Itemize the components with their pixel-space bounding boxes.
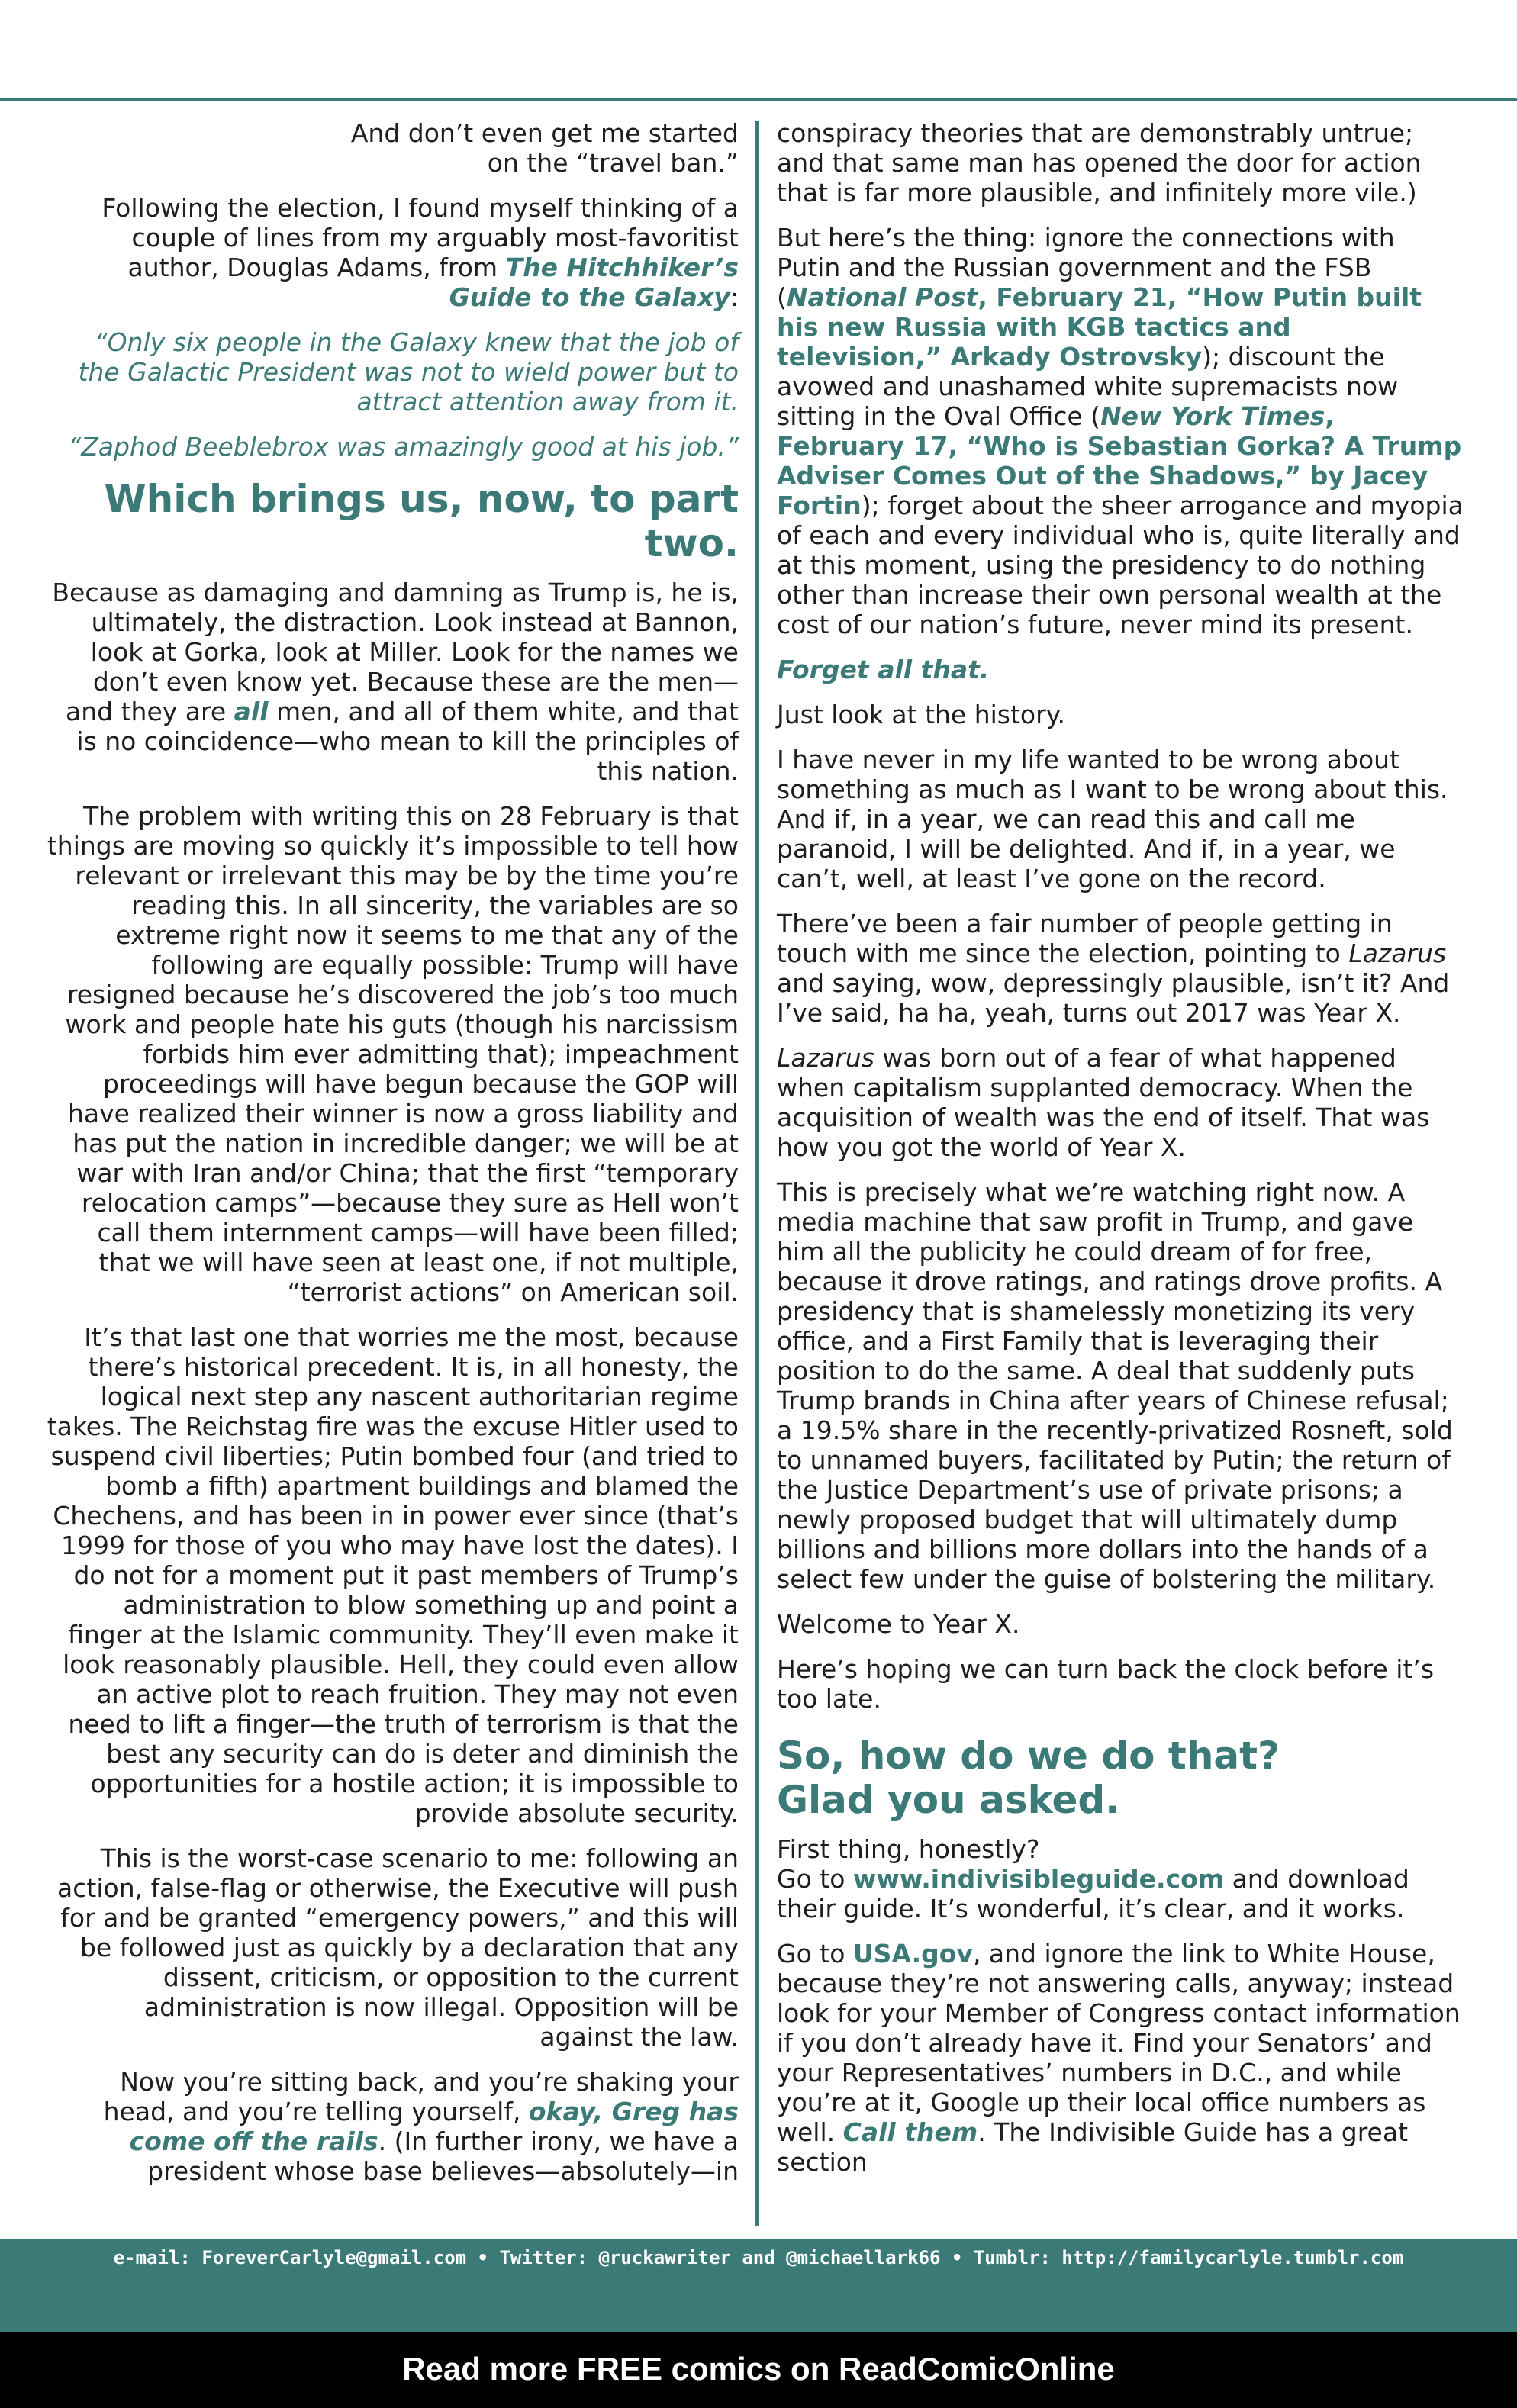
citation-national-post: National Post	[786, 282, 978, 312]
travel-ban-paragraph: And don’t even get me started on the “travel ban.”	[350, 118, 739, 178]
first-thing-paragraph: First thing, honestly? Go to www.indivisibleguide.com and download their guide. It’s wonderful, it’s clear, and it works.	[777, 1834, 1409, 1924]
top-divider	[0, 98, 1517, 101]
citation-new-york-times: New York Times	[1100, 401, 1325, 431]
quote-zaphod: “Zaphod Beeblebrox was amazingly good at his job.”	[68, 432, 739, 462]
promo-banner-text[interactable]: Read more FREE comics on ReadComicOnline	[402, 2351, 1115, 2387]
election-paragraph: Following the election, I found myself thinking of a couple of lines from my arguably most-favoritist author, Douglas Adams, from The Hitchhiker’s Guide to the Galaxy:	[101, 193, 739, 312]
distraction-paragraph: Because as damaging and damning as Trump is, he is, ultimately, the distraction. Look instead at Bannon, look at Gorka, look at Miller. Look for the names we don’t even know yet. Because these are the men—and they are all men, and all of them white, and that is no coincidence—who mean to kill the principles of this nation.	[52, 578, 739, 786]
watching-paragraph: This is precisely what we’re watching right now. A media machine that saw profit in Trump, and gave him all the publicity he could dream of for free, because it drove ratings, and ratings drove profits. A presidency that is shamelessly monetizing its very office, and a First Family that is leveraging their position to do the same. A deal that suddenly puts Trump brands in China after years of Chinese refusal; a 19.5% share in the recently-privatized Rosneft, sold to unnamed buyers, facilitated by Putin; the return of the Justice Department’s use of private prisons; a newly proposed budget that will ultimately dump billions and billions more dollars into the hands of a select few under the guise of bolstering the military.	[777, 1177, 1453, 1594]
quote-galactic-president: “Only six people in the Galaxy knew that the job of the Galactic President was not to wield power but to attract attention away from it.	[78, 327, 739, 417]
lazarus-origin-paragraph: Lazarus was born out of a fear of what happened when capitalism supplanted democracy. When the acquisition of wealth was the end of itself. That was how you got the world of Year X.	[777, 1043, 1430, 1162]
left-column	[46, 118, 739, 2201]
section-heading-how: So, how do we do that? Glad you asked.	[777, 1734, 1280, 1822]
conspiracy-paragraph: conspiracy theories that are demonstrably untrue; and that same man has opened the door for action that is far more plausible, and infinitely more vile.)	[777, 118, 1422, 208]
usa-gov-link[interactable]: USA.gov	[852, 1939, 973, 1969]
book-title: The Hitchhiker’s Guide to the Galaxy	[449, 253, 739, 312]
hoping-paragraph: Here’s hoping we can turn back the clock before it’s too late.	[777, 1654, 1435, 1714]
right-column	[777, 118, 1464, 2192]
wrong-paragraph: I have never in my life wanted to be wrong about something as much as I want to be wrong about this. And if, in a year, we can read this and call me paranoid, I will be delighted. And if, in a year, we can’t, well, at least I’ve gone on the record.	[777, 745, 1448, 893]
ignore-connections-paragraph: But here’s the thing: ignore the connections with Putin and the Russian government and the FSB (National Post, February 21, “How Putin built his new Russia with KGB tactics and television,” Arkady Ostrovsky); discount the avowed and unashamed white supremacists now sitting in the Oval Office (New York Times, February 17, “Who is Sebastian Gorka? A Trump Adviser Comes Out of the Shadows,” by Jacey Fortin); forget about the sheer arrogance and myopia of each and every individual who is, quite literally and at this moment, using the presidency to do nothing other than increase their own personal wealth at the cost of our nation’s future, never mind its present.	[777, 223, 1464, 639]
history-paragraph: Just look at the history.	[777, 700, 1066, 729]
precedent-paragraph: It’s that last one that worries me the most, because there’s historical precedent. It is, in all honesty, the logical next step any nascent authoritarian regime takes. The Reichstag fire was the excuse Hitler used to suspend civil liberties; Putin bombed four (and tried to bomb a fifth) apartment buildings and blamed the Chechens, and has been in in power ever since (that’s 1999 for those of you who may have lost the dates). I do not for a moment put it past members of Trump’s administration to blow something up and point a finger at the Islamic community. They’ll even make it look reasonably plausible. Hell, they could even allow an active plot to reach fruition. They may not even need to lift a finger—the truth of terrorism is that the best any security can do is deter and diminish the opportunities for a hostile action; it is impossible to provide absolute security.	[47, 1322, 739, 1828]
rails-paragraph: Now you’re sitting back, and you’re shaking your head, and you’re telling yourself, okay, Greg has come off the rails. (In further irony, we have a president whose base believes—absolutely—in	[103, 2067, 739, 2186]
usa-gov-paragraph: Go to USA.gov, and ignore the link to White House, because they’re not answering calls, anyway; instead look for your Member of Congress contact information if you don’t already have it. Find your Senators’ and your Representatives’ numbers in D.C., and while you’re at it, Google up their local office numbers as well. Call them. The Indivisible Guide has a great section	[777, 1939, 1461, 2177]
lazarus-paragraph: There’ve been a fair number of people getting in touch with me since the election, pointing to Lazarus and saying, wow, depressingly plausible, isn’t it? And I’ve said, ha ha, yeah, turns out 2017 was Year X.	[777, 909, 1450, 1028]
worst-case-paragraph: This is the worst-case scenario to me: following an action, false-flag or otherwise, the Executive will push for and be granted “emergency powers,” and this will be followed just as quickly by a declaration that any dissent, criticism, or opposition to the current administration is now illegal. Opposition will be against the law.	[57, 1843, 739, 2052]
writing-date-paragraph: The problem with writing this on 28 February is that things are moving so quickly it’s impossible to tell how relevant or irrelevant this may be by the time you’re reading this. In all sincerity, the variables are so extreme right now it seems to me that any of the following are equally possible: Trump will have resigned because he’s discovered the job’s too much work and people hate his guts (though his narcissism forbids him ever admitting that); impeachment proceedings will have begun because the GOP will have realized their winner is now a gross liability and has put the nation in incredible danger; we will be at war with Iran and/or China; that the first “temporary relocation camps”—because they sure as Hell won’t call them internment camps—will have been filled; that we will have seen at least one, if not multiple, “terrorist actions” on American soil.	[47, 801, 739, 1307]
forget-all-that: Forget all that.	[777, 655, 990, 684]
column-divider	[755, 121, 759, 2226]
indivisible-guide-link[interactable]: www.indivisibleguide.com	[852, 1864, 1225, 1894]
welcome-paragraph: Welcome to Year X.	[777, 1609, 1020, 1639]
contact-footer: e-mail: ForeverCarlyle@gmail.com • Twitter: @ruckawriter and @michaellark66 • Tumblr: http://familycarlyle.tumblr.com	[113, 2247, 1404, 2268]
section-heading-part-two: Which brings us, now, to part two.	[104, 477, 739, 565]
